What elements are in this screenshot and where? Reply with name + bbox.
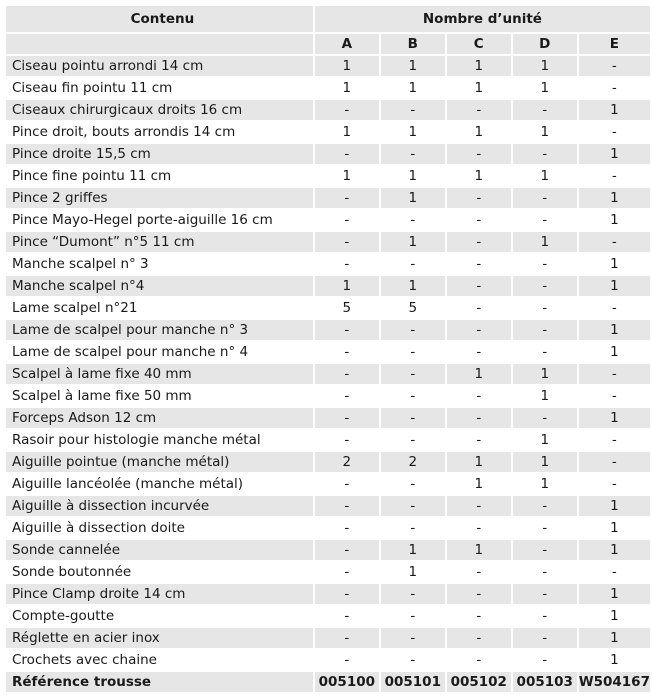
qty-c: - <box>447 100 511 120</box>
reference-a: 005100 <box>315 672 379 692</box>
item-name: Scalpel à lame fixe 50 mm <box>6 386 313 406</box>
qty-d: - <box>513 496 577 516</box>
qty-b: - <box>381 408 445 428</box>
qty-a: 1 <box>315 122 379 142</box>
table-row <box>6 606 650 626</box>
qty-b: - <box>381 100 445 120</box>
table-row <box>6 628 650 648</box>
qty-a: - <box>315 584 379 604</box>
item-name: Manche scalpel n° 3 <box>6 254 313 274</box>
item-name: Scalpel à lame fixe 40 mm <box>6 364 313 384</box>
qty-e: - <box>579 122 650 142</box>
qty-b: 1 <box>381 232 445 252</box>
qty-a: 1 <box>315 56 379 76</box>
qty-d: - <box>513 298 577 318</box>
qty-b: 2 <box>381 452 445 472</box>
qty-b: - <box>381 386 445 406</box>
qty-e: 1 <box>579 606 650 626</box>
qty-b: - <box>381 496 445 516</box>
item-name: Ciseau fin pointu 11 cm <box>6 78 313 98</box>
qty-a: - <box>315 474 379 494</box>
qty-e: 1 <box>579 650 650 670</box>
qty-e: 1 <box>579 342 650 362</box>
qty-c: - <box>447 562 511 582</box>
qty-b: - <box>381 144 445 164</box>
qty-a: - <box>315 606 379 626</box>
qty-a: - <box>315 254 379 274</box>
footer-label: Référence trousse <box>6 672 313 692</box>
qty-c: - <box>447 386 511 406</box>
qty-c: 1 <box>447 474 511 494</box>
table-row <box>6 144 650 164</box>
qty-c: - <box>447 298 511 318</box>
qty-e: - <box>579 166 650 186</box>
item-name: Pince droit, bouts arrondis 14 cm <box>6 122 313 142</box>
header-blank-cell <box>6 34 313 54</box>
table-row <box>6 386 650 406</box>
qty-c: - <box>447 144 511 164</box>
qty-d: - <box>513 210 577 230</box>
qty-d: - <box>513 606 577 626</box>
qty-c: 1 <box>447 166 511 186</box>
qty-b: - <box>381 210 445 230</box>
item-name: Aiguille pointue (manche métal) <box>6 452 313 472</box>
table-row <box>6 320 650 340</box>
qty-e: 1 <box>579 144 650 164</box>
column-header-d: D <box>513 34 577 54</box>
column-header-e: E <box>579 34 650 54</box>
qty-a: - <box>315 518 379 538</box>
column-header-a: A <box>315 34 379 54</box>
table-row <box>6 408 650 428</box>
table-row <box>6 474 650 494</box>
qty-e: - <box>579 430 650 450</box>
qty-a: - <box>315 496 379 516</box>
qty-a: - <box>315 650 379 670</box>
qty-a: 1 <box>315 166 379 186</box>
qty-c: - <box>447 254 511 274</box>
qty-d: - <box>513 518 577 538</box>
qty-e: - <box>579 298 650 318</box>
qty-e: 1 <box>579 100 650 120</box>
qty-e: - <box>579 562 650 582</box>
qty-d: - <box>513 100 577 120</box>
qty-c: - <box>447 650 511 670</box>
qty-d: 1 <box>513 474 577 494</box>
item-name: Manche scalpel n°4 <box>6 276 313 296</box>
reference-c: 005102 <box>447 672 511 692</box>
qty-d: 1 <box>513 166 577 186</box>
qty-b: 1 <box>381 122 445 142</box>
qty-d: - <box>513 584 577 604</box>
qty-d: - <box>513 540 577 560</box>
qty-b: - <box>381 430 445 450</box>
footer-row <box>6 672 650 692</box>
qty-c: - <box>447 210 511 230</box>
qty-b: - <box>381 364 445 384</box>
qty-e: 1 <box>579 496 650 516</box>
qty-b: - <box>381 320 445 340</box>
table-row <box>6 78 650 98</box>
item-name: Aiguille à dissection incurvée <box>6 496 313 516</box>
qty-a: - <box>315 342 379 362</box>
qty-a: - <box>315 386 379 406</box>
qty-c: - <box>447 276 511 296</box>
qty-d: - <box>513 408 577 428</box>
table-row <box>6 496 650 516</box>
qty-e: 1 <box>579 628 650 648</box>
kit-contents-table <box>4 4 652 694</box>
table-row <box>6 56 650 76</box>
item-name: Pince “Dumont” n°5 11 cm <box>6 232 313 252</box>
qty-c: - <box>447 320 511 340</box>
item-name: Lame scalpel n°21 <box>6 298 313 318</box>
qty-d: 1 <box>513 430 577 450</box>
qty-b: 1 <box>381 56 445 76</box>
qty-a: 1 <box>315 78 379 98</box>
qty-d: 1 <box>513 364 577 384</box>
qty-c: - <box>447 584 511 604</box>
table-row <box>6 122 650 142</box>
qty-b: - <box>381 606 445 626</box>
qty-d: 1 <box>513 452 577 472</box>
table-row <box>6 452 650 472</box>
item-name: Ciseaux chirurgicaux droits 16 cm <box>6 100 313 120</box>
table-row <box>6 276 650 296</box>
reference-b: 005101 <box>381 672 445 692</box>
qty-c: - <box>447 408 511 428</box>
qty-e: - <box>579 474 650 494</box>
header-contenu: Contenu <box>6 6 313 32</box>
qty-b: 1 <box>381 540 445 560</box>
header-row <box>6 6 650 32</box>
qty-a: - <box>315 210 379 230</box>
qty-e: 1 <box>579 254 650 274</box>
table-row <box>6 430 650 450</box>
qty-a: 1 <box>315 276 379 296</box>
qty-b: - <box>381 628 445 648</box>
qty-d: 1 <box>513 386 577 406</box>
qty-e: 1 <box>579 584 650 604</box>
qty-e: - <box>579 78 650 98</box>
qty-b: - <box>381 474 445 494</box>
item-name: Ciseau pointu arrondi 14 cm <box>6 56 313 76</box>
qty-b: 1 <box>381 276 445 296</box>
qty-a: - <box>315 100 379 120</box>
qty-a: - <box>315 540 379 560</box>
item-name: Crochets avec chaine <box>6 650 313 670</box>
qty-e: - <box>579 386 650 406</box>
qty-c: 1 <box>447 56 511 76</box>
qty-e: 1 <box>579 210 650 230</box>
qty-a: - <box>315 408 379 428</box>
qty-a: - <box>315 188 379 208</box>
qty-a: - <box>315 232 379 252</box>
qty-e: - <box>579 56 650 76</box>
item-name: Rasoir pour histologie manche métal <box>6 430 313 450</box>
qty-c: 1 <box>447 122 511 142</box>
qty-d: - <box>513 650 577 670</box>
qty-e: 1 <box>579 540 650 560</box>
qty-a: - <box>315 144 379 164</box>
qty-d: - <box>513 320 577 340</box>
item-name: Aiguille lancéolée (manche métal) <box>6 474 313 494</box>
qty-e: - <box>579 364 650 384</box>
qty-d: 1 <box>513 232 577 252</box>
qty-c: - <box>447 430 511 450</box>
reference-e: W504167 <box>578 674 650 690</box>
item-name: Compte-goutte <box>6 606 313 626</box>
qty-a: - <box>315 320 379 340</box>
column-header-c: C <box>447 34 511 54</box>
item-name: Pince 2 griffes <box>6 188 313 208</box>
column-letters-row <box>6 34 650 54</box>
qty-b: - <box>381 342 445 362</box>
qty-c: 1 <box>447 540 511 560</box>
qty-e: - <box>579 232 650 252</box>
qty-e: 1 <box>579 518 650 538</box>
reference-d: 005103 <box>513 672 577 692</box>
qty-d: 1 <box>513 122 577 142</box>
qty-b: 1 <box>381 166 445 186</box>
item-name: Sonde boutonnée <box>6 562 313 582</box>
qty-e: 1 <box>579 408 650 428</box>
table-row <box>6 342 650 362</box>
table-row <box>6 254 650 274</box>
qty-d: - <box>513 188 577 208</box>
qty-b: 1 <box>381 188 445 208</box>
qty-c: - <box>447 188 511 208</box>
qty-e: 1 <box>579 188 650 208</box>
item-name: Pince Clamp droite 14 cm <box>6 584 313 604</box>
qty-c: - <box>447 342 511 362</box>
qty-d: - <box>513 342 577 362</box>
table-row <box>6 188 650 208</box>
item-name: Pince droite 15,5 cm <box>6 144 313 164</box>
table-row <box>6 518 650 538</box>
qty-b: - <box>381 254 445 274</box>
qty-e: 1 <box>579 320 650 340</box>
qty-b: - <box>381 584 445 604</box>
table-body <box>6 56 650 670</box>
table-row <box>6 584 650 604</box>
qty-b: - <box>381 650 445 670</box>
qty-a: - <box>315 430 379 450</box>
qty-c: - <box>447 496 511 516</box>
item-name: Aiguille à dissection doite <box>6 518 313 538</box>
qty-b: - <box>381 518 445 538</box>
qty-a: - <box>315 364 379 384</box>
qty-c: - <box>447 518 511 538</box>
qty-a: - <box>315 628 379 648</box>
qty-c: - <box>447 628 511 648</box>
qty-d: - <box>513 276 577 296</box>
qty-e: 1 <box>579 276 650 296</box>
qty-b: 1 <box>381 562 445 582</box>
qty-a: 5 <box>315 298 379 318</box>
qty-a: 2 <box>315 452 379 472</box>
item-name: Lame de scalpel pour manche n° 3 <box>6 320 313 340</box>
qty-b: 1 <box>381 78 445 98</box>
qty-d: - <box>513 628 577 648</box>
table-row <box>6 166 650 186</box>
qty-c: - <box>447 606 511 626</box>
column-header-b: B <box>381 34 445 54</box>
table-row <box>6 232 650 252</box>
item-name: Pince fine pointu 11 cm <box>6 166 313 186</box>
qty-c: 1 <box>447 452 511 472</box>
qty-c: 1 <box>447 78 511 98</box>
qty-b: 5 <box>381 298 445 318</box>
table-row <box>6 540 650 560</box>
qty-d: - <box>513 562 577 582</box>
table-row <box>6 100 650 120</box>
qty-d: 1 <box>513 78 577 98</box>
qty-e: - <box>579 452 650 472</box>
item-name: Forceps Adson 12 cm <box>6 408 313 428</box>
item-name: Pince Mayo-Hegel porte-aiguille 16 cm <box>6 210 313 230</box>
qty-c: - <box>447 232 511 252</box>
qty-d: - <box>513 144 577 164</box>
table-row <box>6 650 650 670</box>
item-name: Lame de scalpel pour manche n° 4 <box>6 342 313 362</box>
table-row <box>6 364 650 384</box>
header-nombre-unite: Nombre d’unité <box>315 6 650 32</box>
table-row <box>6 210 650 230</box>
qty-d: - <box>513 254 577 274</box>
qty-a: - <box>315 562 379 582</box>
item-name: Réglette en acier inox <box>6 628 313 648</box>
qty-c: 1 <box>447 364 511 384</box>
table-row <box>6 298 650 318</box>
table-row <box>6 562 650 582</box>
qty-d: 1 <box>513 56 577 76</box>
item-name: Sonde cannelée <box>6 540 313 560</box>
